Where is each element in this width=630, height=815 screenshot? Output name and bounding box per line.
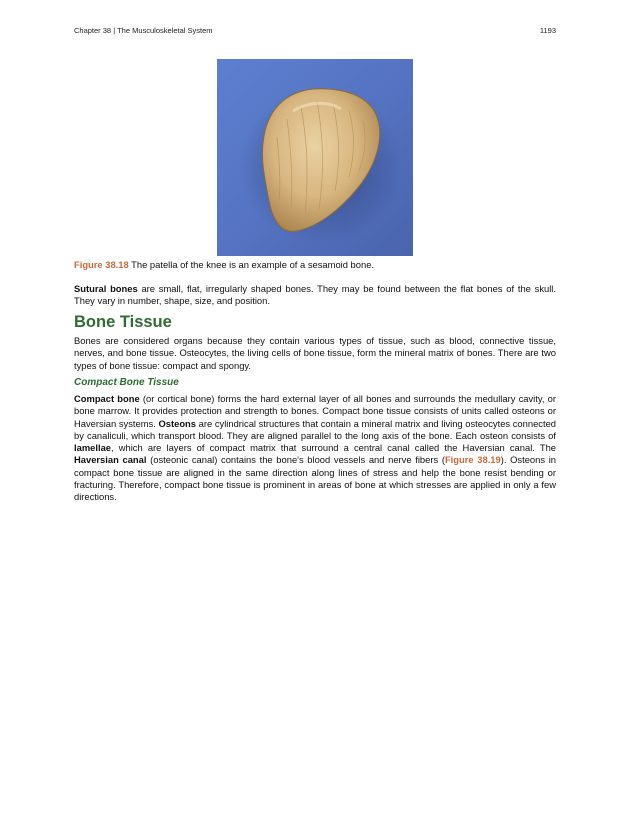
term-haversian-canal: Haversian canal	[74, 454, 147, 466]
term-sutural-bones: Sutural bones	[74, 283, 138, 294]
page-number: 1193	[539, 26, 556, 35]
patella-photo	[217, 59, 413, 256]
figure-38-19-link[interactable]: Figure 38.19	[444, 454, 501, 466]
figure-label: Figure 38.18	[74, 259, 129, 270]
sutural-bones-text: are small, flat, irregularly shaped bones. They may be found between the flat bones of the skull. They vary in number, shape, size, and position.	[74, 283, 556, 307]
compact-text-5: ). Osteons in compact bone tissue are aligned in the same direction along lines of stress and help the bone resist bending or fracturing. Therefore, compact bone tissue is prominent in areas of bone at which stresses are applied in only a few directions.	[74, 454, 556, 502]
term-lamellae: lamellae	[74, 442, 112, 453]
compact-text-3: , which are layers of compact matrix that surround a central canal called the Haversian canal. The	[111, 442, 556, 453]
chapter-title: Chapter 38 | The Musculoskeletal System	[74, 26, 213, 35]
figure-caption	[74, 258, 556, 272]
sutural-bones-paragraph	[74, 283, 556, 308]
subsection-title: Compact Bone Tissue	[74, 377, 179, 388]
compact-text-2: are cylindrical structures that contain a mineral matrix and living osteocytes connected by canaliculi, which transport blood. They are aligned parallel to the long axis of the bone. Each osteon consists of	[74, 417, 557, 441]
term-osteons: Osteons	[158, 417, 196, 429]
compact-text-4: (osteonic canal) contains the bone's blood vessels and nerve fibers (	[146, 454, 445, 466]
term-compact-bone: Compact bone	[74, 393, 140, 404]
bone-tissue-intro: Bones are considered organs because they contain various types of tissue, such as blood, connective tissue, nerves, and bone tissue. Osteocytes, the living cells of bone tissue, form the mineral matrix of bones. There are two types of bone tissue: compact and spongy.	[74, 335, 556, 371]
running-header	[74, 25, 556, 37]
compact-bone-paragraph	[74, 393, 556, 503]
section-title: Bone Tissue	[74, 313, 172, 331]
figure-caption-text: The patella of the knee is an example of a sesamoid bone.	[128, 259, 375, 270]
compact-text-1: (or cortical bone) forms the hard external layer of all bones and surrounds the medullary cavity, or bone marrow. It provides protection and strength to bones. Compact bone tissue consists of units called osteons or Haversian systems.	[74, 393, 556, 429]
